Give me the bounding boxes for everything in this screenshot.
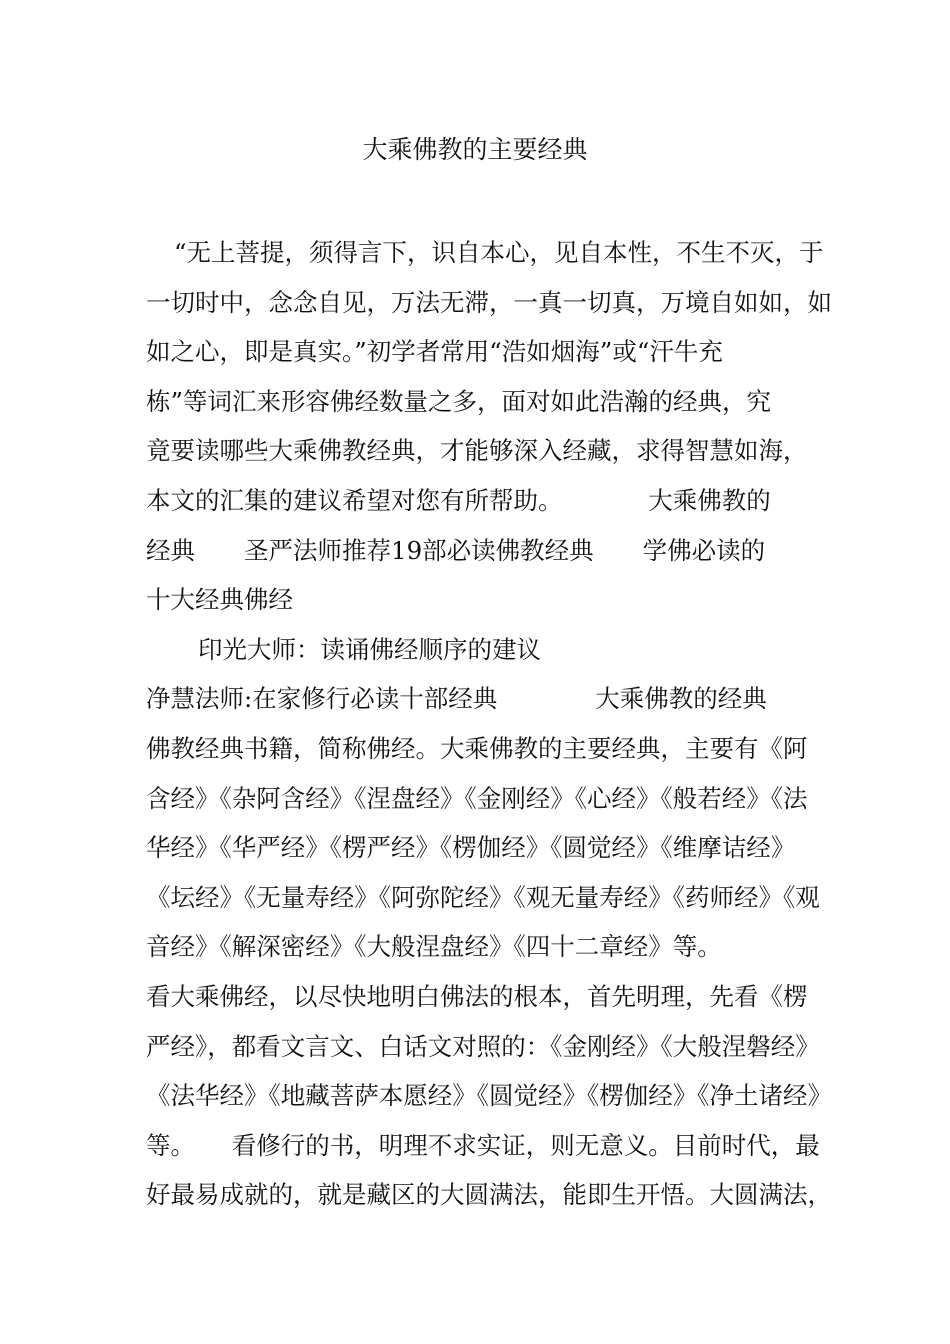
text-line: 华经》《华严经》《楞严经》《楞伽经》《圆觉经》《维摩诘经》 [146,833,796,863]
document-body [146,228,832,1220]
text-line: “无上菩提，须得言下，识自本心，见自本性，不生不灭，于 [174,238,824,267]
text-line: 一切时中，念念自见，万法无滞，一真一切真，万境自如如，如 [146,287,832,317]
text-line: 印光大师：读诵佛经顺序的建议 [198,634,541,664]
document-title: 大乘佛教的主要经典 [362,135,588,164]
text-line: 本文的汇集的建议希望对您有所帮助。 大乘佛教的 [146,485,771,515]
text-line: 净慧法师:在家修行必读十部经典 大乘佛教的经典 [146,684,767,714]
text-line: 十大经典佛经 [146,585,293,615]
text-line: 经典 圣严法师推荐19部必读佛教经典 学佛必读的 [146,535,766,565]
text-line: 竟要读哪些大乘佛教经典，才能够深入经藏，求得智慧如海， [146,436,808,466]
text-line: 含经》《杂阿含经》《涅盘经》《金刚经》《心经》《般若经》《法 [146,783,808,813]
text-line: 佛教经典书籍，简称佛经。大乘佛教的主要经典，主要有《阿 [146,733,808,763]
text-line: 如之心，即是真实。”初学者常用“浩如烟海”或“汗牛充 [146,337,723,367]
text-line: 好最易成就的，就是藏区的大圆满法，能即生开悟。大圆满法， [146,1180,832,1210]
text-line: 音经》《解深密经》《大般涅盘经》《四十二章经》等。 [146,932,722,962]
text-line: 等。 看修行的书，明理不求实证，则无意义。目前时代，最 [146,1130,820,1160]
text-line: 《法华经》《地藏菩萨本愿经》《圆觉经》《楞伽经》《净土诸经》 [146,1081,832,1111]
text-line: 栋”等词汇来形容佛经数量之多，面对如此浩瀚的经典，究 [146,386,772,416]
text-line: 严经》，都看文言文、白话文对照的：《金刚经》《大般涅磐经》 [146,1031,820,1061]
text-line: 《坛经》《无量寿经》《阿弥陀经》《观无量寿经》《药师经》《观 [146,882,820,912]
text-line: 看大乘佛经，以尽快地明白佛法的根本，首先明理，先看《楞 [146,981,808,1011]
